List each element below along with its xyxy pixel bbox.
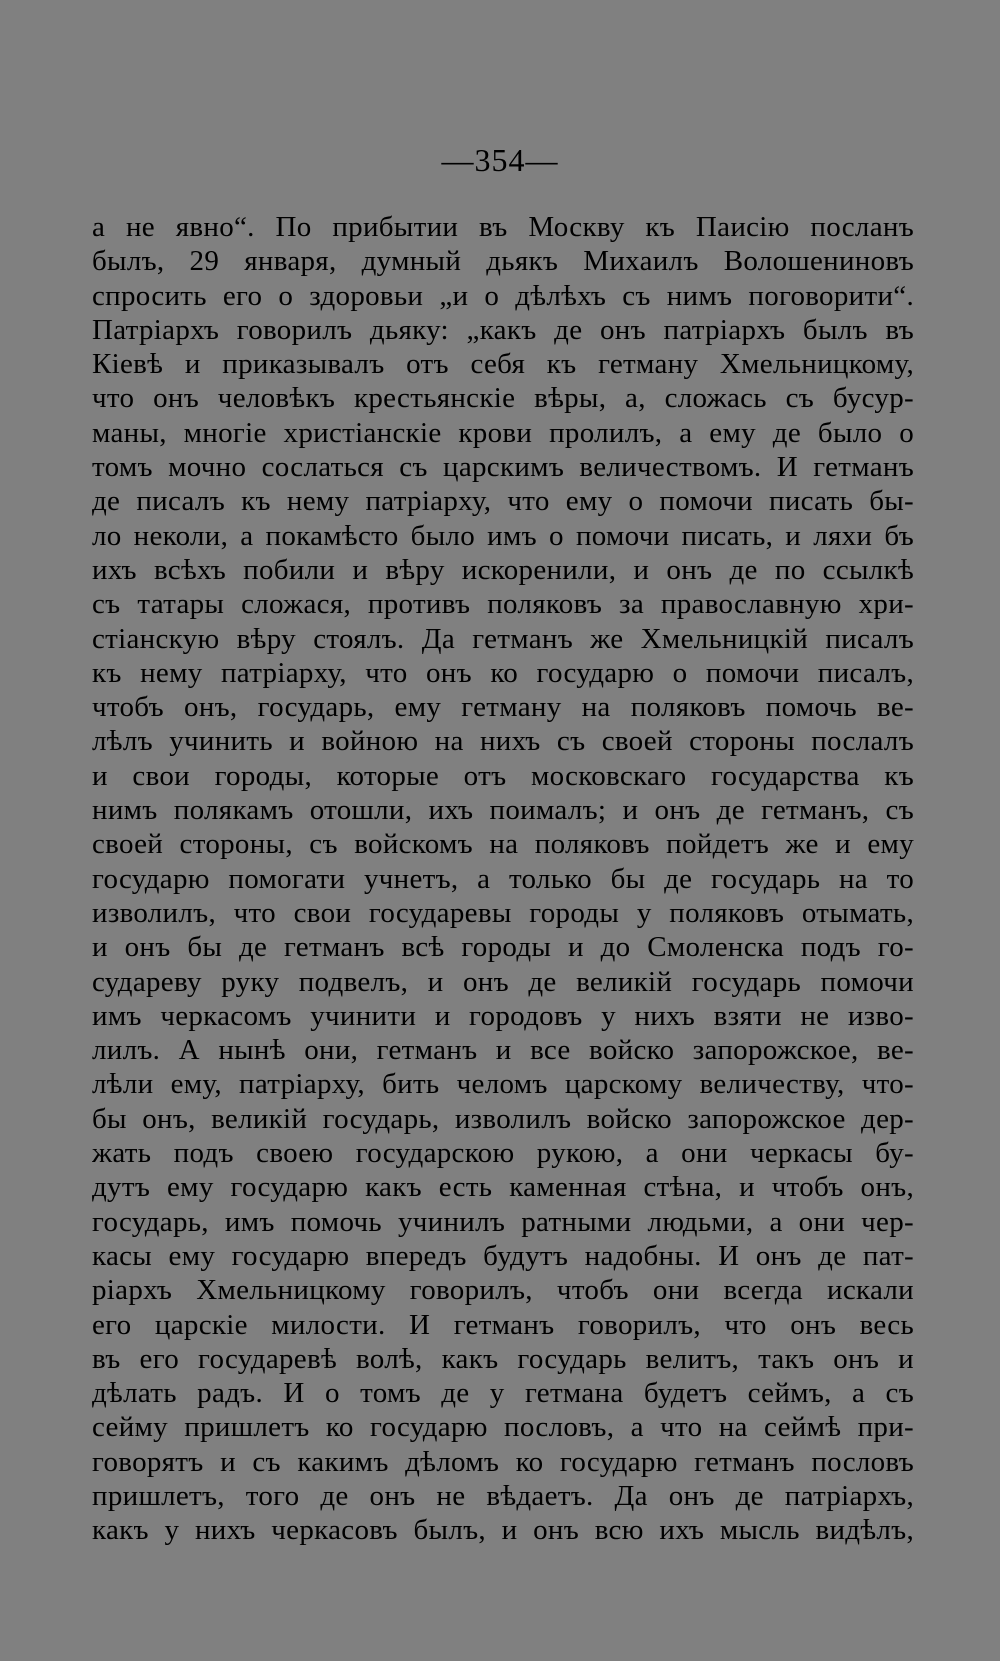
page-number: —354— xyxy=(441,142,559,178)
text-line: лѣли ему, патріарху, бить челомъ царскому величеству, что- xyxy=(92,1068,914,1101)
text-line: ріархъ Хмельницкому говорилъ, чтобъ они всегда искали xyxy=(92,1274,914,1307)
text-line: бы онъ, великій государь, изволилъ войско запорожское дер- xyxy=(92,1102,914,1135)
text-line: сейму пришлетъ ко государю пословъ, а что на сеймѣ при- xyxy=(92,1411,914,1444)
text-line: касы ему государю впередъ будутъ надобны. И онъ де пат- xyxy=(92,1239,914,1272)
text-line: своей стороны, съ войскомъ на поляковъ пойдетъ же и ему xyxy=(92,828,914,861)
text-line: маны, многіе христіанскіе крови пролилъ, а ему де было о xyxy=(92,416,914,449)
text-line: и онъ бы де гетманъ всѣ городы и до Смоленска подъ го- xyxy=(92,931,914,964)
text-line: жать подъ своею государскою рукою, а они черкасы бу- xyxy=(92,1137,914,1170)
text-line: ихъ всѣхъ побили и вѣру искоренили, и онъ де по ссылкѣ xyxy=(92,553,914,586)
body-text xyxy=(92,210,914,1548)
text-line: стіанскую вѣру стоялъ. Да гетманъ же Хмельницкій писалъ xyxy=(92,622,914,655)
text-line: государь, имъ помочь учинилъ ратными людьми, а они чер- xyxy=(92,1205,914,1238)
text-line: Патріархъ говорилъ дьяку: „какъ де онъ патріархъ былъ въ xyxy=(92,313,914,346)
text-line: де писалъ къ нему патріарху, что ему о помочи писать бы- xyxy=(92,485,914,518)
text-line: лѣлъ учинить и войною на нихъ съ своей стороны послалъ xyxy=(92,725,914,758)
text-line: къ нему патріарху, что онъ ко государю о помочи писалъ, xyxy=(92,656,914,689)
text-line: чтобъ онъ, государь, ему гетману на поляковъ помочь ве- xyxy=(92,691,914,724)
text-line: говорятъ и съ какимъ дѣломъ ко государю гетманъ пословъ xyxy=(92,1445,914,1478)
text-line: имъ черкасомъ учинити и городовъ у нихъ взяти не изво- xyxy=(92,999,914,1032)
text-line: государю помогати учнетъ, а только бы де государь на то xyxy=(92,862,914,895)
text-line: томъ мочно сослаться съ царскимъ величествомъ. И гетманъ xyxy=(92,451,914,484)
text-line: его царскіе милости. И гетманъ говорилъ, что онъ весь xyxy=(92,1308,914,1341)
text-line: лилъ. А нынѣ они, гетманъ и все войско запорожское, ве- xyxy=(92,1034,914,1067)
text-line: ло неколи, а покамѣсто было имъ о помочи писать, и ляхи бъ xyxy=(92,519,914,552)
text-line: дутъ ему государю какъ есть каменная стѣна, и чтобъ онъ, xyxy=(92,1171,914,1204)
text-line: дѣлать радъ. И о томъ де у гетмана будетъ сеймъ, а съ xyxy=(92,1377,914,1410)
text-line: и свои городы, которые отъ московскаго государства къ xyxy=(92,759,914,792)
text-line: изволилъ, что свои государевы городы у поляковъ отымать, xyxy=(92,896,914,929)
text-line: былъ, 29 января, думный дьякъ Михаилъ Волошениновъ xyxy=(92,245,914,278)
text-line: судареву руку подвелъ, и онъ де великій государь помочи xyxy=(92,965,914,998)
text-line: въ его государевѣ волѣ, какъ государь велитъ, такъ онъ и xyxy=(92,1342,914,1375)
text-line: съ татары сложася, противъ поляковъ за православную хри- xyxy=(92,588,914,621)
text-line: какъ у нихъ черкасовъ былъ, и онъ всю ихъ мысль видѣлъ, xyxy=(92,1514,914,1547)
text-line: пришлетъ, того де онъ не вѣдаетъ. Да онъ де патріархъ, xyxy=(92,1479,914,1512)
text-line: нимъ полякамъ отошли, ихъ поималъ; и онъ де гетманъ, съ xyxy=(92,794,914,827)
text-line: спросить его о здоровьи „и о дѣлѣхъ съ нимъ поговорити“. xyxy=(92,279,914,312)
text-line: а не явно“. По прибытии въ Москву къ Паисію посланъ xyxy=(92,211,914,243)
text-line: Кіевѣ и приказывалъ отъ себя къ гетману Хмельницкому, xyxy=(92,348,914,381)
text-line: что онъ человѣкъ крестьянскіе вѣры, а, сложась съ бусур- xyxy=(92,382,914,415)
